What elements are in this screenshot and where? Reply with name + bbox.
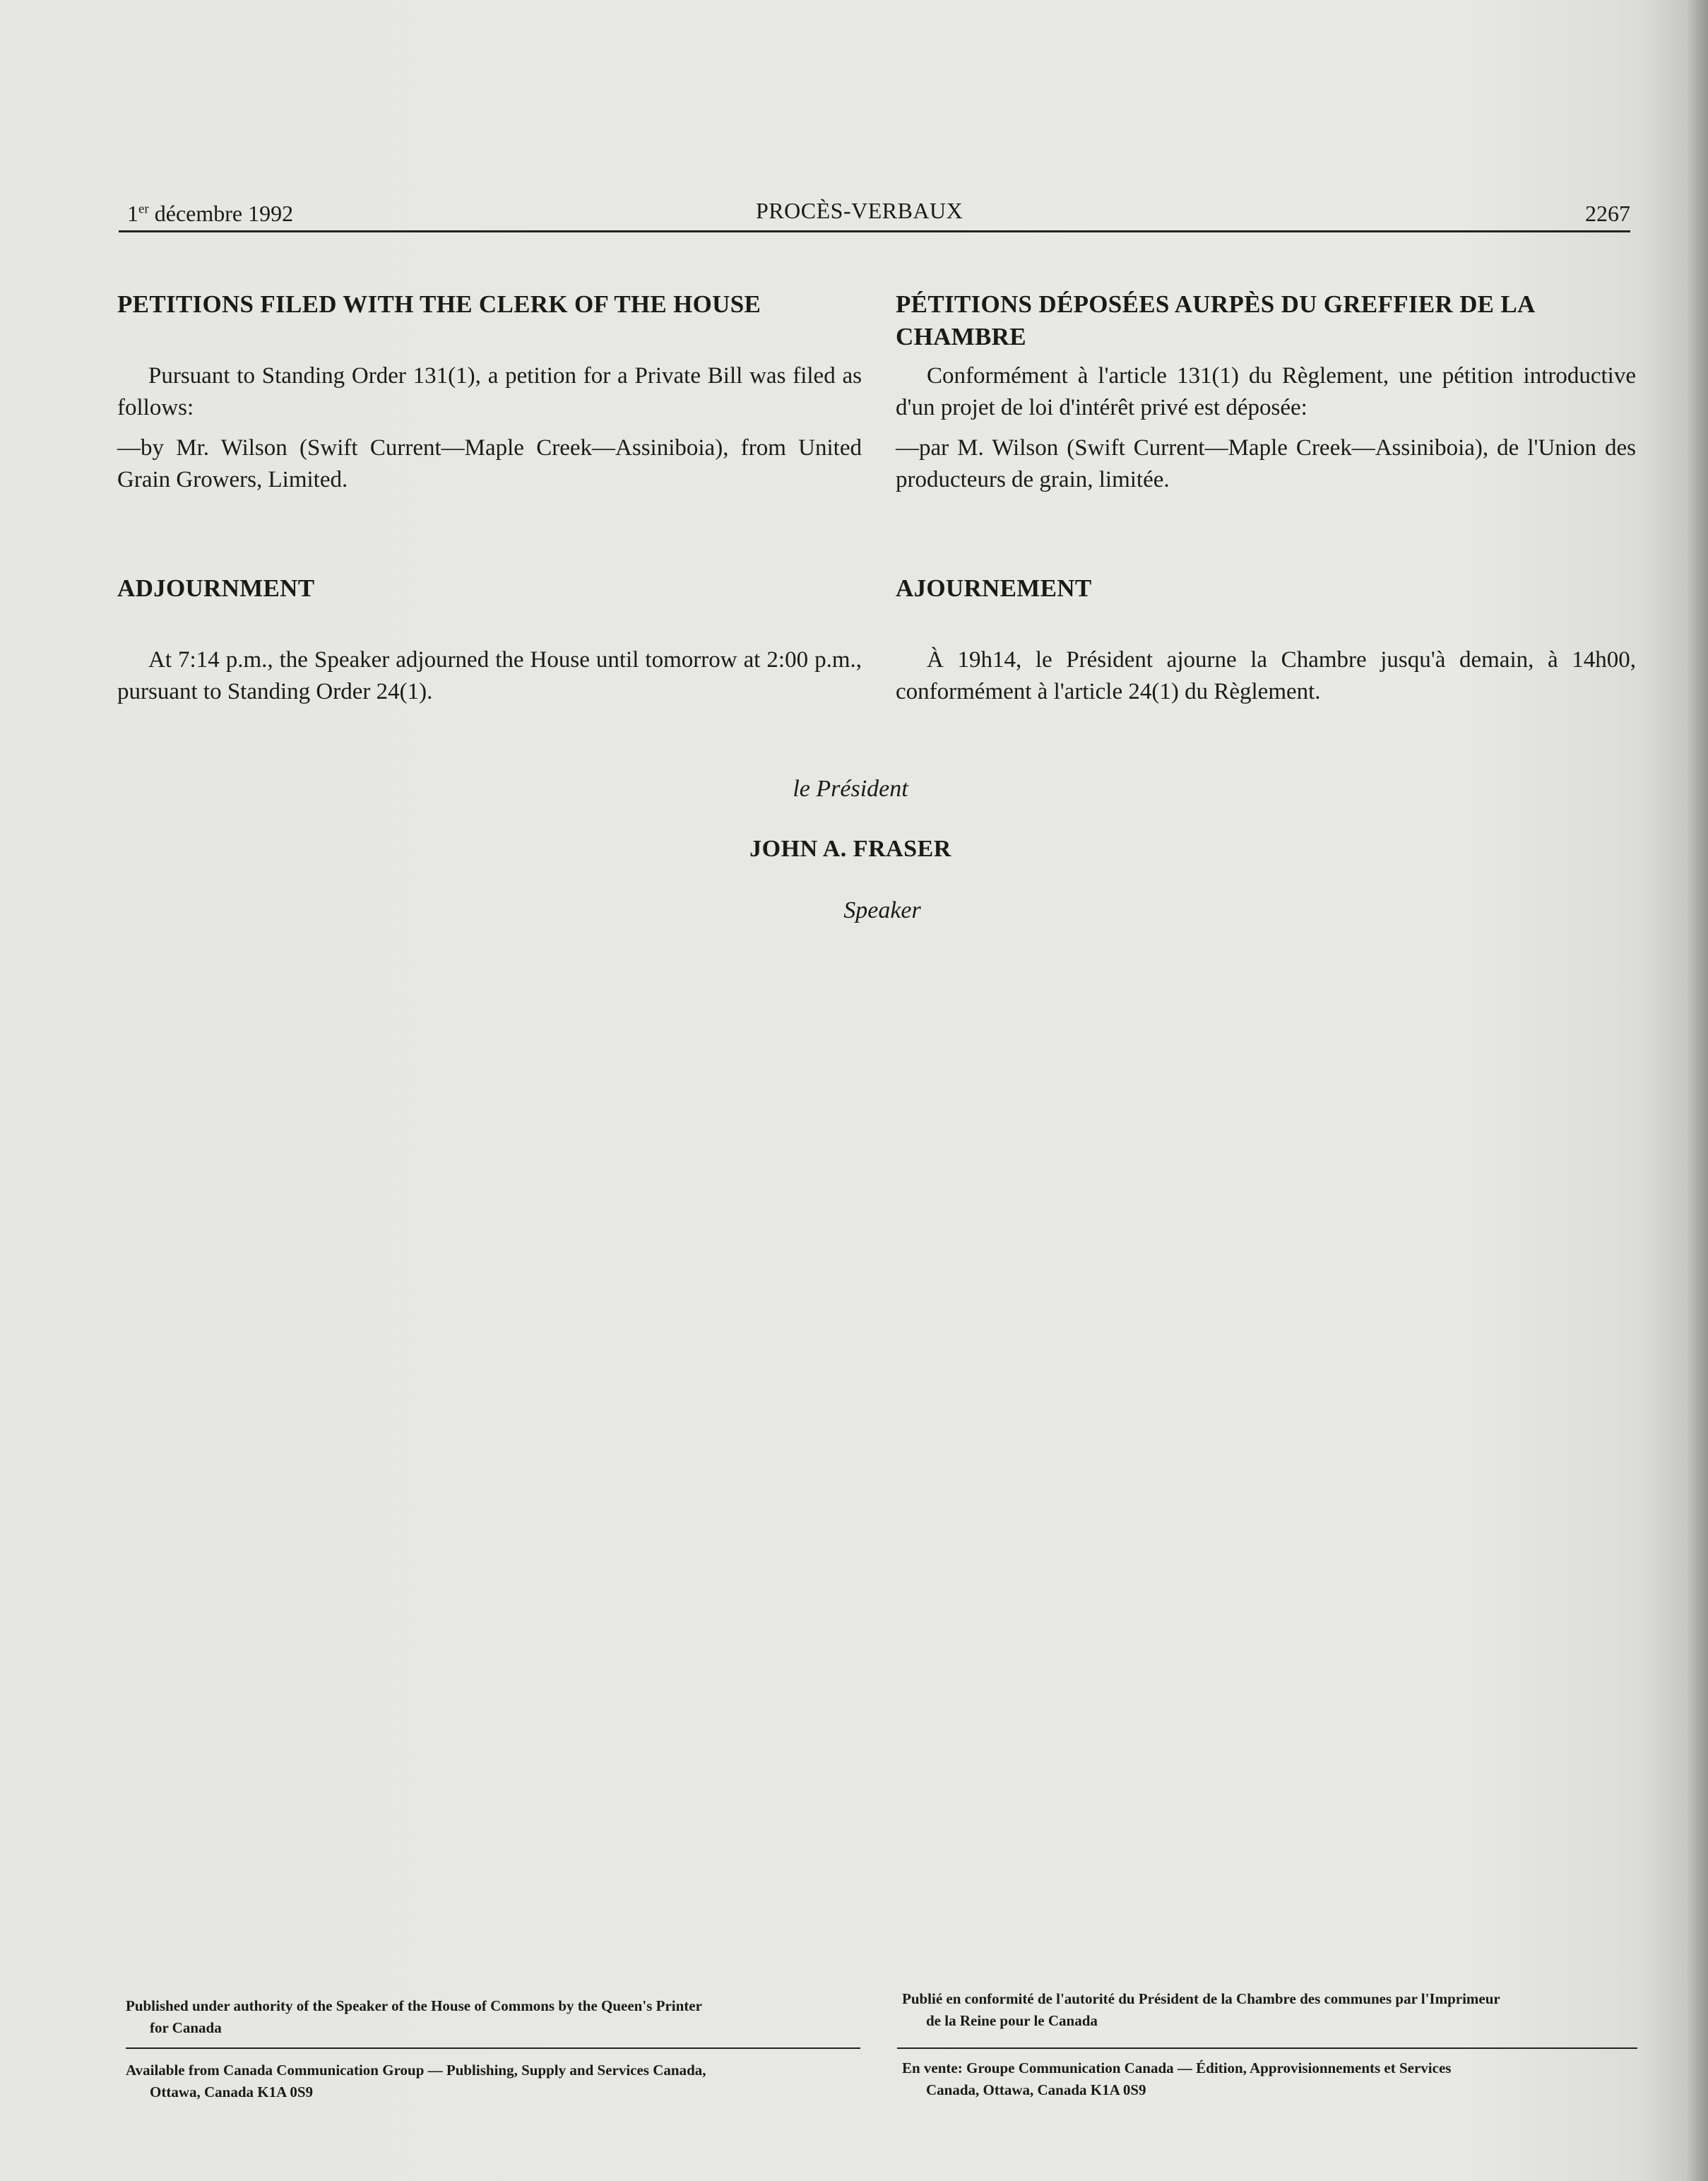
footer-published-fr	[902, 1988, 1637, 2032]
signature-name: JOHN A. FRASER	[749, 836, 951, 862]
english-petitions-section	[117, 288, 862, 321]
english-petitions-body	[117, 360, 862, 424]
footer-available-en-line1: Available from Canada Communication Group — Publishing, Supply and Services Canada,	[126, 2062, 706, 2079]
signature-title-fr: le Président	[793, 776, 908, 802]
footer-rule-right	[897, 2047, 1637, 2049]
english-adjournment-para: At 7:14 p.m., the Speaker adjourned the House until tomorrow at 2:00 p.m., pursuant to Standing Order 24(1).	[117, 647, 862, 704]
french-adjournment-heading: AJOURNEMENT	[896, 574, 1092, 602]
running-head-date: 1er décembre 1992	[127, 201, 294, 226]
page-edge-shadow	[1687, 0, 1708, 2181]
footer-published-en-line2: for Canada	[150, 2019, 222, 2036]
french-adjournment-para: À 19h14, le Président ajourne la Chambre jusqu'à demain, à 14h00, conformément à l'article 24(1) du Règlement.	[896, 647, 1636, 704]
french-petitions-para1: Conformément à l'article 131(1) du Règlement, une pétition introductive d'un projet de loi d'intérêt privé est déposée:	[896, 363, 1636, 420]
french-petitions-heading: PÉTITIONS DÉPOSÉES AURPÈS DU GREFFIER DE LA CHAMBRE	[896, 290, 1534, 350]
footer-available-en	[126, 2059, 860, 2103]
footer-available-fr	[902, 2057, 1637, 2101]
french-petitions-body	[896, 360, 1636, 424]
french-adjournment-body	[896, 644, 1636, 708]
english-adjournment-heading: ADJOURNMENT	[117, 574, 315, 602]
footer-rule-left	[126, 2047, 860, 2049]
header-rule	[119, 230, 1630, 232]
english-petitions-para2: —by Mr. Wilson (Swift Current—Maple Creek—Assiniboia), from United Grain Growers, Limited.	[117, 435, 862, 492]
footer-available-fr-line2: Canada, Ottawa, Canada K1A 0S9	[926, 2081, 1146, 2098]
page-number: 2267	[1585, 201, 1630, 226]
signature-title-en: Speaker	[843, 897, 921, 923]
english-adjournment-body	[117, 644, 862, 708]
french-petitions-body-2	[896, 432, 1636, 496]
french-petitions-para2: —par M. Wilson (Swift Current—Maple Creek—Assiniboia), de l'Union des producteurs de grain, limitée.	[896, 435, 1636, 492]
footer-published-fr-line2: de la Reine pour le Canada	[926, 2012, 1098, 2029]
footer-available-en-line2: Ottawa, Canada K1A 0S9	[150, 2084, 314, 2100]
running-head	[119, 198, 1630, 233]
footer-published-fr-line1: Publié en conformité de l'autorité du Président de la Chambre des communes par l'Imprimeur	[902, 1990, 1500, 2007]
english-petitions-para1: Pursuant to Standing Order 131(1), a petition for a Private Bill was filed as follows:	[117, 363, 862, 420]
french-adjournment-section	[896, 572, 1636, 605]
footer-published-en	[126, 1995, 860, 2039]
footer-published-en-line1: Published under authority of the Speaker of the House of Commons by the Queen's Printer	[126, 1997, 702, 2014]
english-adjournment-section	[117, 572, 862, 605]
footer-available-fr-line1: En vente: Groupe Communication Canada — Édition, Approvisionnements et Services	[902, 2059, 1452, 2076]
english-petitions-body-2	[117, 432, 862, 496]
french-petitions-section	[896, 288, 1644, 353]
english-petitions-heading: PETITIONS FILED WITH THE CLERK OF THE HOUSE	[117, 290, 761, 318]
running-head-title: PROCÈS-VERBAUX	[756, 198, 963, 223]
